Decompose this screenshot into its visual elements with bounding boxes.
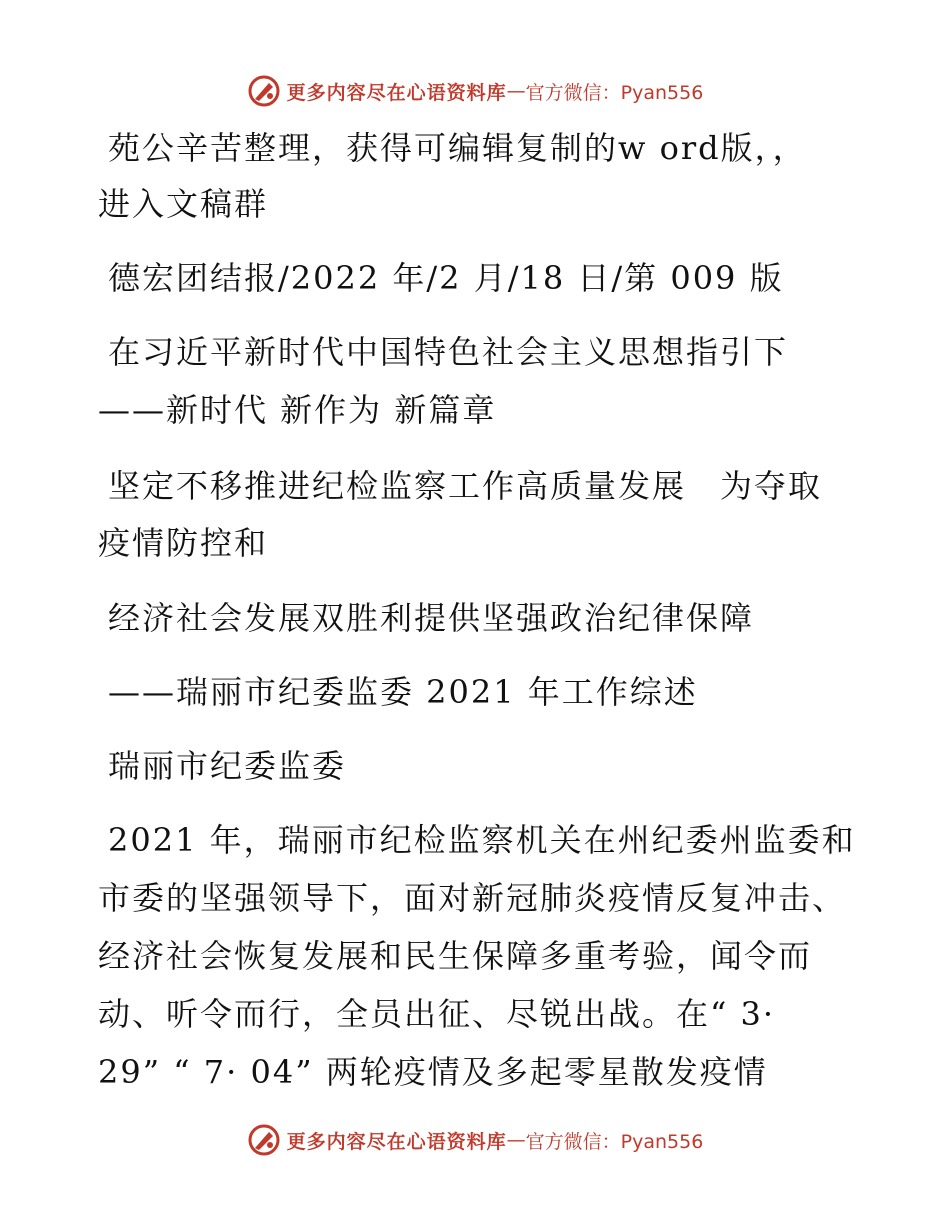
text-line: 德宏团结报/2022 年/2 月/18 日/第 009 版 [108, 259, 784, 297]
banner-separator: — [506, 1129, 526, 1151]
text-line: 在习近平新时代中国特色社会主义思想指引下 [108, 333, 789, 371]
text-line: 市委的坚强领导下，面对新冠肺炎疫情反复冲击、 [98, 879, 847, 917]
text-line: 苑公辛苦整理，获得可编辑复制的w ord版，， [108, 129, 807, 167]
text-line: 进入文稿群 [98, 185, 269, 223]
banner-brand: 更多内容尽在心语资料库 [286, 81, 507, 104]
text-line: 2021 年，瑞丽市纪检监察机关在州纪委州监委和 [108, 821, 856, 859]
header-banner [0, 71, 950, 111]
text-line: 瑞丽市纪委监委 [108, 747, 347, 785]
text-line: 疫情防控和 [98, 524, 269, 562]
quill-seal-icon [247, 74, 281, 108]
banner-contact: 官方微信：Pyan556 [525, 81, 704, 104]
text-line: 经济社会发展双胜利提供坚强政治纪律保障 [108, 599, 755, 637]
text-line: ——新时代 新作为 新篇章 [98, 391, 497, 429]
text-line: 29” “ 7· 04” 两轮疫情及多起零星散发疫情 [98, 1053, 768, 1091]
text-line: 动、听令而行，全员出征、尽锐出战。在“ 3· [98, 995, 776, 1033]
banner-brand: 更多内容尽在心语资料库 [286, 1130, 507, 1153]
text-line: 坚定不移推进纪检监察工作高质量发展 为夺取 [108, 467, 823, 505]
quill-seal-icon [247, 1123, 281, 1157]
text-line: ——瑞丽市纪委监委 2021 年工作综述 [108, 673, 698, 711]
banner-contact: 官方微信：Pyan556 [525, 1130, 704, 1153]
text-line: 经济社会恢复发展和民生保障多重考验，闻令而 [98, 937, 813, 975]
footer-banner [0, 1120, 950, 1160]
banner-separator: — [506, 80, 526, 102]
